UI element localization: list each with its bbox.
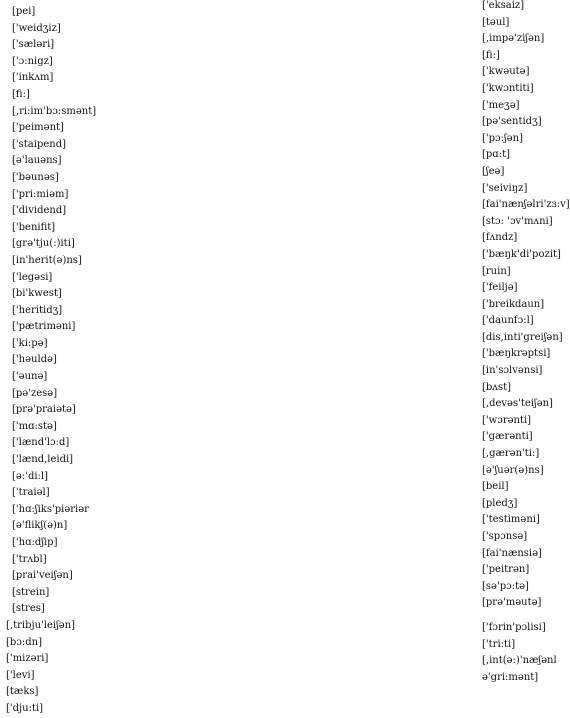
phonetic-entry: [fʌndz] — [482, 232, 518, 244]
phonetic-entry: ['həuldə] — [12, 354, 57, 366]
phonetic-entry: [ə:'di:l] — [12, 470, 49, 482]
phonetic-entry: ['əunə] — [12, 371, 48, 383]
phonetic-entry: ['gærənti] — [482, 431, 533, 443]
phonetic-entry: ['meʒə] — [482, 99, 520, 111]
phonetic-entry: ['ki:pə] — [12, 337, 48, 349]
phonetic-entry: ['ɔ:nigz] — [12, 55, 53, 67]
phonetic-entry: [fai'nænʃəlri'zɜ:v] — [482, 199, 570, 211]
phonetic-entry: [təul] — [482, 16, 510, 28]
phonetic-entry: ['fɔrin'pɔlisi] — [482, 622, 546, 633]
phonetic-entry: ['hɑ:ʃiks'piəriər — [12, 503, 89, 515]
phonetic-entry: ['lænd,leidi] — [12, 454, 74, 466]
phonetic-entry: [pə'zesə] — [12, 387, 58, 399]
phonetic-entry: ['feiljə] — [482, 282, 518, 294]
phonetic-entry: ['bæŋk'di'pozit] — [482, 248, 561, 260]
phonetic-entry: ['peimənt] — [12, 122, 64, 134]
phonetic-entry: [,tribju'leiʃən] — [6, 619, 76, 631]
phonetic-entry: [pɑ:t] — [482, 149, 510, 161]
phonetic-entry: [ʃeə] — [482, 165, 505, 177]
phonetic-entry: ['inkʌm] — [12, 72, 54, 84]
phonetic-entry: ['dju:ti] — [6, 702, 44, 714]
phonetic-entry: [stɔ: 'ɔv'mʌni] — [482, 215, 553, 227]
phonetic-entry: ['tri:ti] — [482, 638, 516, 650]
phonetic-entry: ['testiməni] — [482, 514, 540, 526]
phonetic-entry: [in'herit(ə)ns] — [12, 254, 82, 266]
left-phonetic-column — [6, 4, 96, 718]
phonetic-entry: ['hɑ:dʃip] — [12, 537, 58, 548]
phonetic-entry: [ruin] — [482, 265, 511, 277]
phonetic-entry: ['sæləri] — [12, 39, 55, 51]
phonetic-entry: ['bəunəs] — [12, 171, 59, 183]
phonetic-entry: ə'gri:mənt] — [482, 671, 539, 683]
phonetic-entry: ['heritidʒ] — [12, 304, 63, 316]
phonetic-entry: [sə'pɔ:tə] — [482, 580, 529, 592]
phonetic-entry: [stres] — [12, 603, 45, 615]
phonetic-entry: [prə'praiətə] — [12, 404, 76, 416]
phonetic-entry: [,gærən'ti:] — [482, 448, 540, 460]
phonetic-entry: ['lænd'lɔ:d] — [12, 437, 70, 449]
phonetic-entry: ['trʌbl] — [12, 553, 47, 565]
phonetic-entry: [ə'lauəns] — [12, 155, 62, 167]
phonetic-entry: [fi:] — [482, 49, 500, 61]
phonetic-entry: ['pri:miəm] — [12, 188, 69, 200]
phonetic-entry: ['legəsi] — [12, 271, 53, 283]
phonetic-entry: [pei] — [12, 6, 36, 17]
phonetic-entry: [,int(ə:)'næʃənl — [482, 655, 557, 667]
phonetic-entry: ['seiviŋz] — [482, 182, 528, 194]
phonetic-entry: ['eksaiz] — [482, 0, 525, 11]
phonetic-entry: [fi:] — [12, 88, 30, 100]
phonetic-entry: [ə'ʃuər(ə)ns] — [482, 464, 544, 476]
phonetic-entry: [dis,inti'greiʃən] — [482, 331, 563, 343]
phonetic-entry: [bʌst] — [482, 381, 512, 393]
right-phonetic-column — [482, 0, 570, 612]
phonetic-entry: ['kwəutə] — [482, 66, 530, 78]
phonetic-entry: ['staipend] — [12, 138, 67, 150]
phonetic-entry: [pledʒ] — [482, 497, 518, 509]
phonetic-entry: [,ri:im'bɔ:smənt] — [12, 105, 97, 117]
phonetic-entry: [bɔ:dn] — [6, 636, 43, 648]
phonetic-entry: ['kwɔntiti] — [482, 82, 534, 94]
phonetic-entry: ['weidʒiz] — [12, 22, 61, 34]
phonetic-entry: [,impə'ziʃən] — [482, 33, 545, 45]
phonetic-entry: [in'sɔlvənsi] — [482, 365, 543, 377]
phonetic-entry: ['pætriməni] — [12, 321, 76, 333]
phonetic-entry: [pə'sentidʒ] — [482, 116, 542, 128]
phonetic-entry: [strein] — [12, 586, 50, 598]
phonetic-entry: ['mizəri] — [6, 653, 49, 665]
phonetic-entry: ['mɑ:stə] — [12, 420, 57, 432]
phonetic-entry: [fai'nænsiə] — [482, 547, 542, 559]
phonetic-entry: [prə'məutə] — [482, 597, 542, 609]
phonetic-entry: ['levi] — [6, 669, 35, 681]
phonetic-entry: ['dividend] — [12, 205, 67, 217]
phonetic-entry: ['spɔnsə] — [482, 531, 528, 542]
phonetic-entry: ['daunfɔ:l] — [482, 315, 534, 327]
phonetic-entry: [prai'veiʃən] — [12, 570, 73, 582]
phonetic-entry: ['pɔ:ʃən] — [482, 132, 523, 144]
phonetic-entry: ['bæŋkrəptsi] — [482, 348, 551, 360]
phonetic-entry: ['benifit] — [12, 221, 56, 233]
phonetic-entry: ['peitrən] — [482, 564, 530, 576]
phonetic-entry: [grə'tju(:)iti] — [12, 238, 75, 250]
phonetic-entry: [tæks] — [6, 686, 39, 698]
phonetic-entry: [ə'flikʃ(ə)n] — [12, 520, 68, 532]
phonetic-entry: [bi'kwest] — [12, 288, 62, 300]
phonetic-entry: [,devəs'teiʃən] — [482, 398, 553, 410]
phonetic-entry: ['breikdaun] — [482, 298, 545, 310]
phonetic-entry: ['traiəl] — [12, 487, 50, 499]
phonetic-entry: [beil] — [482, 481, 509, 493]
phonetic-entry: ['wɔrənti] — [482, 414, 532, 426]
right-bottom-phonetic-column — [482, 620, 557, 686]
